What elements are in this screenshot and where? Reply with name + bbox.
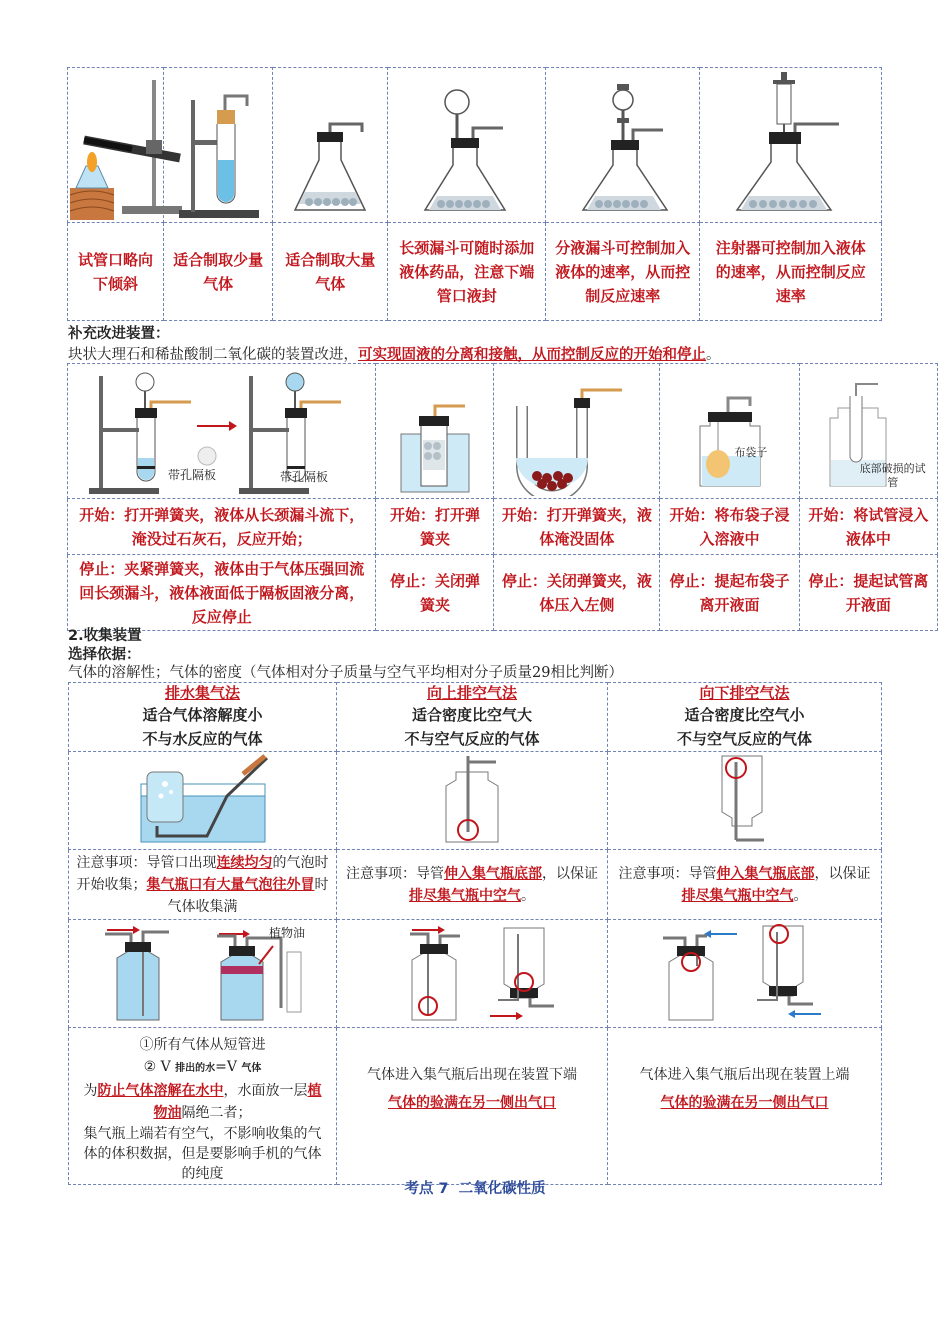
improved-table	[67, 363, 938, 631]
start-1: 开始：打开弹簧夹，液体从长颈漏斗流下，淹没过石灰石，反应开始；	[68, 499, 376, 555]
up-note-e: 。	[521, 887, 535, 904]
up-note-a: 注意事项：导管	[346, 865, 444, 882]
down-b2: 气体的验满在另一侧出气口	[660, 1095, 829, 1111]
supplement-highlight: 可实现固液的分离和接触，从而控制反应的开始和停止	[358, 346, 706, 363]
start-2: 开始：打开弹簧夹	[376, 499, 494, 555]
apparatus-img-6	[700, 68, 882, 223]
water-b4: 集气瓶上端若有空气，不影响收集的气体的体积数据，但是要影响手机的气体的纯度	[83, 1126, 322, 1182]
water-b2c: =V	[215, 1059, 242, 1075]
method-up-name: 向上排空气法	[426, 684, 517, 702]
apparatus-img-2	[164, 68, 273, 223]
stop-5: 停止：提起试管离开液面	[799, 555, 937, 631]
caption-5: 分液漏斗可控制加入液体的速率，从而控制反应速率	[546, 223, 700, 321]
water-note-d: 集气瓶口有大量气泡往外冒	[146, 876, 315, 893]
apparatus-img-3	[273, 68, 388, 223]
method-down-desc1: 适合密度比空气小	[684, 706, 805, 724]
stop-4: 停止：提起布袋子离开液面	[660, 555, 799, 631]
supplement-end: 。	[706, 347, 721, 363]
improved-img-4	[660, 364, 799, 499]
basis-text: 气体的溶解性；气体的密度（气体相对分子质量与空气平均相对分子质量29相比判断）	[68, 665, 623, 681]
improved-img-5	[799, 364, 937, 499]
down-note-c: ，以保证	[814, 865, 871, 882]
water-note-c: 的气泡时开始收集；	[76, 854, 329, 893]
water-note-e: 时气体收集满	[167, 876, 329, 915]
method-up-desc1: 适合密度比空气大	[411, 706, 532, 724]
water-b3b: 防止气体溶解在水中	[97, 1083, 224, 1099]
down-bottles-diagram	[608, 920, 882, 1028]
up-note-c: ，以保证	[542, 865, 598, 882]
up-note-b: 伸入集气瓶底部	[444, 865, 542, 882]
oil-label: 植物油	[269, 926, 306, 940]
down-note-d: 排尽集气瓶中空气	[681, 887, 794, 904]
apparatus-img-4	[388, 68, 546, 223]
water-note-b: 连续均匀	[216, 854, 273, 871]
up-note	[337, 850, 608, 920]
apparatus-img-1	[68, 68, 164, 223]
supplement-title: 补充改进装置：	[68, 326, 170, 342]
caption-6: 注射器可控制加入液体的速率，从而控制反应速率	[700, 223, 882, 321]
section-title	[0, 1177, 950, 1198]
down-note-b: 伸入集气瓶底部	[716, 865, 815, 882]
up-diagram	[337, 752, 608, 850]
up-bottles-diagram	[337, 920, 608, 1028]
start-3: 开始：打开弹簧夹，液体淹没固体	[494, 499, 660, 555]
improved-img-2	[376, 364, 494, 499]
water-bottle-diagram	[69, 920, 337, 1028]
stop-1: 停止：夹紧弹簧夹，液体由于气体压强回流回长颈漏斗，液体液面低于隔板固液分离，反应停止	[68, 555, 376, 631]
apparatus-img-5	[546, 68, 700, 223]
broken-tube-label: 底部破损的试管	[859, 462, 926, 489]
collect-title: 2.收集装置	[68, 628, 142, 644]
method-down-desc2: 不与空气反应的气体	[676, 730, 812, 748]
water-note	[69, 850, 337, 920]
up-note-d: 排尽集气瓶中空气	[409, 887, 521, 904]
water-b3c: ，水面放一层	[223, 1083, 308, 1099]
down-diagram	[608, 752, 882, 850]
method-water-name: 排水集气法	[164, 684, 240, 702]
start-5: 开始：将试管浸入液体中	[799, 499, 937, 555]
section-title-b: 二氧化碳性质	[458, 1181, 546, 1197]
plate-label-1: 带孔隔板	[168, 468, 217, 482]
method-up	[337, 683, 608, 752]
water-note-a: 注意事项：导管口出现	[76, 854, 217, 871]
stop-2: 停止：关闭弹簧夹	[376, 555, 494, 631]
method-up-desc2: 不与空气反应的气体	[404, 730, 540, 748]
up-b1: 气体进入集气瓶后出现在装置下端	[367, 1067, 577, 1083]
water-b3a: 为	[83, 1083, 98, 1099]
up-b2: 气体的验满在另一侧出气口	[388, 1095, 556, 1111]
water-b1: ①所有气体从短管进	[139, 1037, 266, 1053]
apparatus-table	[67, 67, 882, 321]
basis-title: 选择依据：	[68, 647, 141, 663]
water-b2a: ② V	[143, 1059, 176, 1075]
down-note	[608, 850, 882, 920]
collection-table	[68, 682, 882, 1185]
supplement-line	[68, 343, 721, 364]
supplement-text: 块状大理石和稀盐酸制二氧化碳的装置改进，	[68, 347, 358, 363]
water-b3d: 植物油	[153, 1083, 322, 1121]
start-4: 开始：将布袋子浸入溶液中	[660, 499, 799, 555]
down-note-e: 。	[793, 887, 808, 904]
bag-label: 布袋子	[734, 446, 768, 459]
stop-3: 停止：关闭弹簧夹，液体压入左侧	[494, 555, 660, 631]
water-b3	[69, 1080, 336, 1124]
method-down-name: 向下排空气法	[699, 684, 790, 702]
water-bottom	[69, 1028, 337, 1185]
caption-4: 长颈漏斗可随时添加液体药品，注意下端管口液封	[388, 223, 546, 321]
method-water-desc1: 适合气体溶解度小	[142, 706, 263, 724]
caption-1: 试管口略向下倾斜	[68, 223, 164, 321]
down-bottom	[608, 1028, 882, 1185]
up-bottom	[337, 1028, 608, 1185]
method-water	[69, 683, 337, 752]
section-title-a: 考点 7	[404, 1181, 449, 1197]
water-b3e: 隔绝二者；	[181, 1105, 252, 1121]
improved-img-3	[494, 364, 660, 499]
down-note-a: 注意事项：导管	[618, 865, 717, 882]
method-water-desc2: 不与水反应的气体	[142, 730, 263, 748]
water-b2d: 气体	[241, 1063, 262, 1074]
plate-label-2: 带孔隔板	[280, 470, 329, 484]
caption-3: 适合制取大量气体	[273, 223, 388, 321]
water-b2	[69, 1056, 336, 1080]
down-b1: 气体进入集气瓶后出现在装置上端	[639, 1067, 850, 1083]
improved-img-1	[68, 364, 376, 499]
caption-2: 适合制取少量气体	[164, 223, 273, 321]
water-b2b: 排出的水	[175, 1063, 216, 1074]
method-down	[608, 683, 882, 752]
water-diagram	[69, 752, 337, 850]
